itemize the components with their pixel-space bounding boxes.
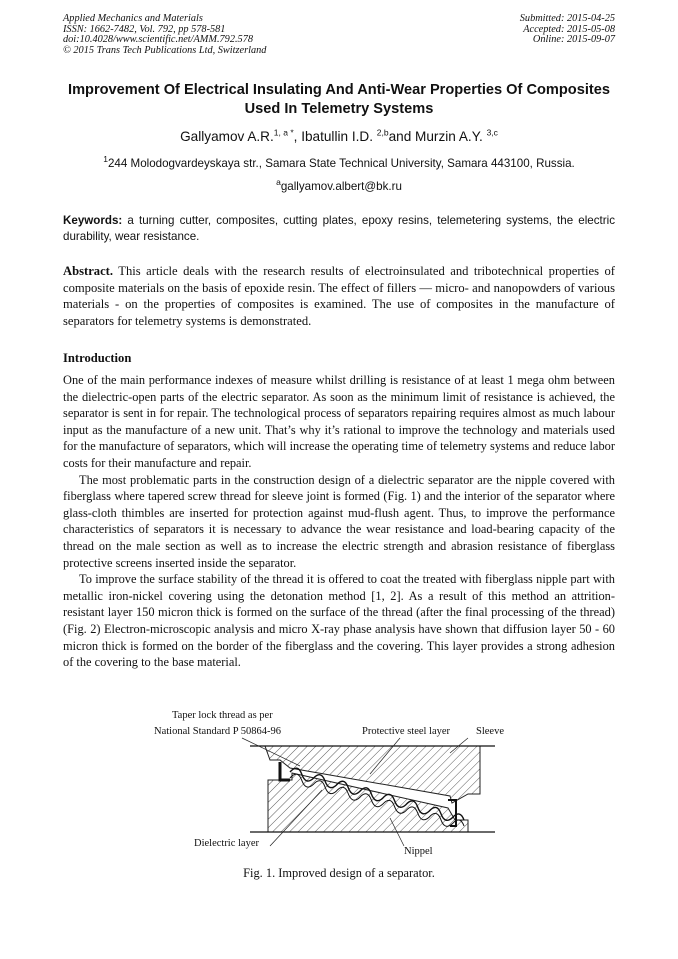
- author-3-sup: 3,c: [486, 127, 498, 138]
- affiliation: [63, 154, 615, 171]
- copyright-line: © 2015 Trans Tech Publications Ltd, Switzerland: [63, 45, 267, 57]
- author-1: Gallyamov A.R.: [180, 129, 274, 144]
- author-separator-2: and Murzin A.Y.: [388, 129, 487, 144]
- paragraph-1: One of the main performance indexes of measure whilst drilling is resistance of at least 1 mega ohm between the dielectric-open parts of the electric separator. As soon as the minimum limit of resistance is achieved, the separator is sent in for repair. The technological process of separators repairing requires almost as much labour input as the manufacture of a new unit. That’s why it’s rational to improve the technology and materials used for the manufacture of separators, which will increase the operating time of telemetry systems and reduce labor costs for their manufacture and repair.: [63, 373, 615, 470]
- journal-header-left: [63, 14, 393, 57]
- email-sup: a: [276, 177, 281, 188]
- author-2-sup: 2,b: [376, 127, 389, 138]
- affiliation-sup: 1: [103, 154, 108, 165]
- journal-header-right: [395, 14, 615, 46]
- doi-line: doi:10.4028/www.scientific.net/AMM.792.578: [63, 34, 253, 46]
- author-separator: , Ibatullin I.D.: [293, 129, 377, 144]
- email-address: gallyamov.albert@bk.ru: [280, 180, 402, 193]
- label-protective-layer: Protective steel layer: [362, 726, 451, 737]
- label-taper-thread-2: National Standard P 50864-96: [154, 726, 282, 737]
- introduction-heading: Introduction: [63, 351, 132, 365]
- author-list: [63, 128, 615, 146]
- issn-line: ISSN: 1662-7482, Vol. 792, pp 578-581: [63, 23, 226, 35]
- author-email: [63, 177, 615, 194]
- paragraph-3: To improve the surface stability of the thread it is offered to coat the treated with fiberglass nipple part with metallic iron-nickel covering using the detonation method [1, 2]. As a result of this method an attrition-resistant layer 150 micron thick is formed on the surface of the thread (after the final processing of the thread) (Fig. 2) Electron-microscopic analysis and micro X-ray phase analysis have shown that diffusion layer 50 - 60 micron thick is formed on the border of the fiberglass and the covering. This layer provides a strong adhesion of the covering to the base material.: [63, 572, 615, 670]
- accepted-date: Accepted: 2015-05-08: [523, 23, 615, 35]
- paper-title: Improvement Of Electrical Insulating And Anti-Wear Properties Of Composites Used In Telemetry Systems: [68, 82, 610, 117]
- abstract-label: Abstract.: [63, 264, 114, 278]
- introduction-body: [63, 372, 615, 671]
- label-dielectric-layer: Dielectric layer: [194, 838, 259, 849]
- author-1-sup: 1, a *: [273, 127, 294, 138]
- label-taper-thread-1: Taper lock thread as per: [172, 710, 273, 721]
- abstract: [63, 263, 615, 329]
- figure-1: [150, 708, 530, 868]
- online-date: Online: 2015-09-07: [532, 34, 615, 46]
- label-sleeve: Sleeve: [476, 726, 504, 737]
- keywords-text: a turning cutter, composites, cutting plates, epoxy resins, telemetering systems, the electric durability, wear resistance.: [63, 214, 615, 243]
- figure-1-caption: Fig. 1. Improved design of a separator.: [243, 866, 435, 880]
- keywords-label: Keywords:: [63, 214, 123, 227]
- affiliation-text: 244 Molodogvardeyskaya str., Samara State Technical University, Samara 443100, Russia.: [107, 157, 575, 170]
- keywords: [63, 213, 615, 245]
- paragraph-2: The most problematic parts in the construction design of a dielectric separator are the nipple covered with fiberglass where tapered screw thread for sleeve joint is formed (Fig. 1) and the interior of the separator where glass-cloth thimbles are inserted for protection against mud-flush agent. Thus, to improve the performance characteristics of separators it is necessary to advance the wear resistance and load-bearing capacity of the thread on the male section as well as to increase the electric strength and abrasion resistance of fiberglass protective screens inserted inside the separator.: [63, 472, 615, 570]
- abstract-text: This article deals with the research results of electroinsulated and tribotechnical properties of composite materials on the basis of epoxide resin. The effect of fillers — micro- and nanopowders of various materials - on the properties of composites is examined. The use of composites in the manufacture of separators for telemetry systems is demonstrated.: [63, 264, 615, 328]
- label-nippel: Nippel: [404, 846, 433, 857]
- submitted-date: Submitted: 2015-04-25: [519, 13, 615, 24]
- journal-name: Applied Mechanics and Materials: [63, 13, 203, 24]
